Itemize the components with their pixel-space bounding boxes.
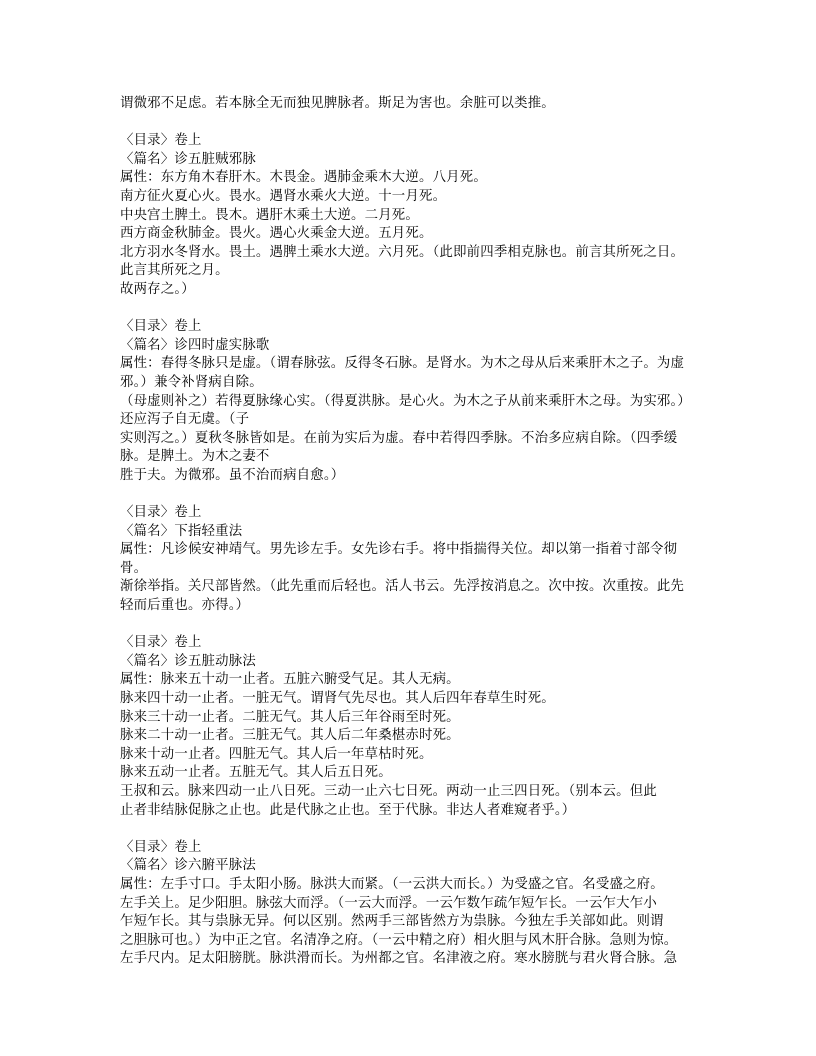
text-line: 属性：东方角木春肝木。木畏金。遇肺金乘木大逆。八月死。	[120, 170, 487, 186]
text-line: 此言其所死之月。	[120, 263, 229, 279]
text-line: 脉来三十动一止者。二脏无气。其人后三年谷雨至时死。	[120, 709, 460, 725]
text-line: 谓微邪不足虑。若本脉全无而独见脾脉者。斯足为害也。余脏可以类推。	[120, 96, 555, 111]
text-line: 左手尺内。足太阳膀胱。脉洪滑而长。为州都之官。名津液之府。寒水膀胱与君火肾合脉。急	[120, 951, 678, 967]
text-line: 属性：凡诊候安神靖气。男先诊左手。女先诊右手。将中指揣得关位。却以第一指着寸部令彻	[120, 542, 678, 558]
blank-line	[120, 114, 700, 133]
text-line: 脉来四十动一止者。一脏无气。谓肾气先尽也。其人后四年春草生时死。	[120, 691, 555, 706]
text-line: 〈篇名〉下指轻重法	[120, 523, 243, 539]
text-line: 北方羽水冬肾水。畏土。遇脾土乘水大逆。六月死。（此即前四季相克脉也。前言其所死之日。	[120, 244, 685, 260]
text-line: 脉来五动一止者。五脏无气。其人后五日死。	[120, 765, 392, 781]
text-line: 骨。	[120, 560, 148, 576]
text-line: 脉。是脾土。为木之妻不	[120, 449, 270, 465]
text-line: 〈目录〉卷上	[120, 635, 202, 651]
text-line: 左手关上。足少阳胆。脉弦大而浮。（一云大而浮。一云乍数乍疏乍短乍长。一云乍大乍小	[120, 895, 657, 911]
blank-line	[120, 485, 700, 504]
text-line: 实则泻之。）夏秋冬脉皆如是。在前为实后为虚。春中若得四季脉。不治多应病自除。（四季缓	[120, 430, 678, 446]
text-line: 西方商金秋肺金。畏火。遇心火乘金大逆。五月死。	[120, 226, 433, 242]
text-line: 〈篇名〉诊五脏贼邪脉	[120, 151, 256, 167]
text-line: 南方征火夏心火。畏水。遇肾水乘火大逆。十一月死。	[120, 188, 447, 204]
text-line: 轻而后重也。亦得。）	[120, 598, 250, 614]
text-line: 属性：左手寸口。手太阳小肠。脉洪大而紧。（一云洪大而长。）为受盛之官。名受盛之府。	[120, 876, 664, 892]
text-line: 〈目录〉卷上	[120, 839, 202, 855]
text-line: 渐徐举指。关尺部皆然。（此先重而后轻也。活人书云。先浮按消息之。次中按。次重按。此先	[120, 579, 685, 595]
text-line: 中央宫土脾土。畏木。遇肝木乘土大逆。二月死。	[120, 207, 419, 223]
text-line: 属性：春得冬脉只是虚。（谓春脉弦。反得冬石脉。是肾水。为木之母从后来乘肝木之子。为虚	[120, 356, 685, 372]
text-line: 故两存之。）	[120, 281, 195, 297]
text-line: 乍短乍长。其与祟脉无异。何以区别。然两手三部皆然方为祟脉。今独左手关部如此。则谓	[120, 914, 664, 930]
text-line: 王叔和云。脉来四动一止八日死。三动一止六七日死。两动一止三四日死。（别本云。但此	[120, 783, 657, 799]
text-line: 邪。）兼令补肾病自除。	[120, 374, 263, 390]
text-line: 〈篇名〉诊五脏动脉法	[120, 653, 256, 669]
text-line: 胜于夫。为微邪。虽不治而病自愈。）	[120, 467, 345, 483]
text-line: 〈目录〉卷上	[120, 505, 202, 521]
text-line: 〈篇名〉诊四时虚实脉歌	[120, 337, 270, 353]
text-line: 脉来二十动一止者。三脏无气。其人后二年桑椹赤时死。	[120, 728, 460, 744]
text-line: （母虚则补之）若得夏脉缘心实。（得夏洪脉。是心火。为木之子从前来乘肝木之母。为实邪。）	[120, 393, 691, 409]
text-line: 之胆脉可也。）为中正之官。名清净之府。（一云中精之府）相火胆与风木肝合脉。急则为惊。	[120, 932, 678, 948]
text-line: 〈目录〉卷上	[120, 133, 202, 149]
text-line: 还应泻子自无虞。（子	[120, 412, 250, 428]
text-line: 止者非结脉促脉之止也。此是代脉之止也。至于代脉。非达人者难窥者乎。）	[120, 802, 576, 818]
text-line: 〈目录〉卷上	[120, 319, 202, 335]
blank-line	[120, 616, 700, 635]
text-line: 属性：脉来五十动一止者。五脏六腑受气足。其人无病。	[120, 672, 460, 688]
text-line: 〈篇名〉诊六腑平脉法	[120, 858, 256, 874]
document-body	[120, 95, 700, 969]
text-line: 脉来十动一止者。四脏无气。其人后一年草枯时死。	[120, 746, 433, 762]
blank-line	[120, 820, 700, 839]
blank-line	[120, 300, 700, 319]
